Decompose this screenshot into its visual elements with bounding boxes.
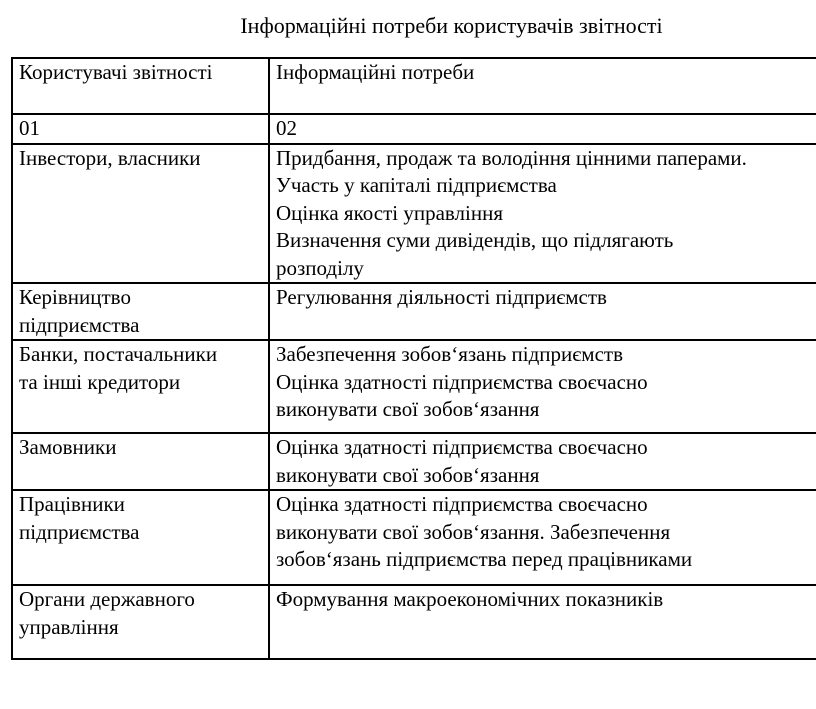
- needs-cell: [269, 283, 816, 340]
- table-row: [12, 585, 816, 659]
- needs-cell-line: виконувати свої зобов‘язання. Забезпечення: [276, 519, 671, 544]
- needs-cell-line: Придбання, продаж та володіння цінними паперами.: [276, 145, 747, 170]
- user-cell-line: Інвестори, власники: [19, 145, 201, 170]
- user-cell: [12, 340, 269, 433]
- user-cell-line: Керівництво: [19, 285, 131, 309]
- needs-cell-line: виконувати свої зобов‘язання: [276, 462, 540, 487]
- user-cell-line: управління: [19, 614, 119, 639]
- needs-cell-line: виконувати свої зобов‘язання: [276, 397, 540, 421]
- needs-cell: [269, 144, 816, 284]
- needs-cell: [269, 490, 816, 585]
- needs-cell-line: зобов‘язань підприємства перед працівниками: [276, 547, 693, 571]
- needs-cell-line: Участь у капіталі підприємства: [276, 173, 557, 197]
- table-row: [12, 433, 816, 490]
- needs-cell-line: розподілу: [276, 255, 364, 280]
- column-number-row: [12, 114, 816, 144]
- user-cell: [12, 585, 269, 659]
- needs-cell-line: Забезпечення зобов‘язань підприємств: [276, 342, 623, 366]
- needs-cell-line: Оцінка здатності підприємства своєчасно: [276, 369, 648, 394]
- needs-cell-line: Визначення суми дивідендів, що підлягають: [276, 228, 674, 252]
- needs-cell-line: Оцінка якості управління: [276, 200, 503, 225]
- table-row: [12, 144, 816, 284]
- needs-cell-line: Регулювання діяльності підприємств: [276, 285, 607, 309]
- table-header-row: [12, 58, 816, 114]
- header-needs: Інформаційні потреби: [269, 58, 816, 114]
- user-cell: [12, 144, 269, 284]
- user-cell: [12, 433, 269, 490]
- user-cell-line: Працівники: [19, 492, 125, 516]
- user-cell-line: підприємства: [19, 312, 140, 337]
- document-title: Інформаційні потреби користувачів звітності: [240, 13, 663, 38]
- table-row: [12, 283, 816, 340]
- needs-cell: [269, 340, 816, 433]
- table-row: [12, 490, 816, 585]
- column-number-1: 01: [12, 114, 269, 144]
- user-cell: [12, 490, 269, 585]
- needs-cell-line: Оцінка здатності підприємства своєчасно: [276, 492, 648, 516]
- needs-cell: [269, 585, 816, 659]
- needs-cell-line: Формування макроекономічних показників: [276, 587, 664, 611]
- table-row: [12, 340, 816, 433]
- user-cell: [12, 283, 269, 340]
- needs-cell: [269, 433, 816, 490]
- column-number-2: 02: [269, 114, 816, 144]
- user-cell-line: та інші кредитори: [19, 369, 181, 394]
- user-cell-line: Органи державного: [19, 587, 195, 611]
- user-cell-line: Банки, постачальники: [19, 342, 218, 366]
- needs-cell-line: Оцінка здатності підприємства своєчасно: [276, 435, 648, 459]
- header-users: Користувачі звітності: [12, 58, 269, 114]
- information-needs-table: [11, 57, 816, 660]
- user-cell-line: Замовники: [19, 435, 117, 459]
- user-cell-line: підприємства: [19, 519, 140, 544]
